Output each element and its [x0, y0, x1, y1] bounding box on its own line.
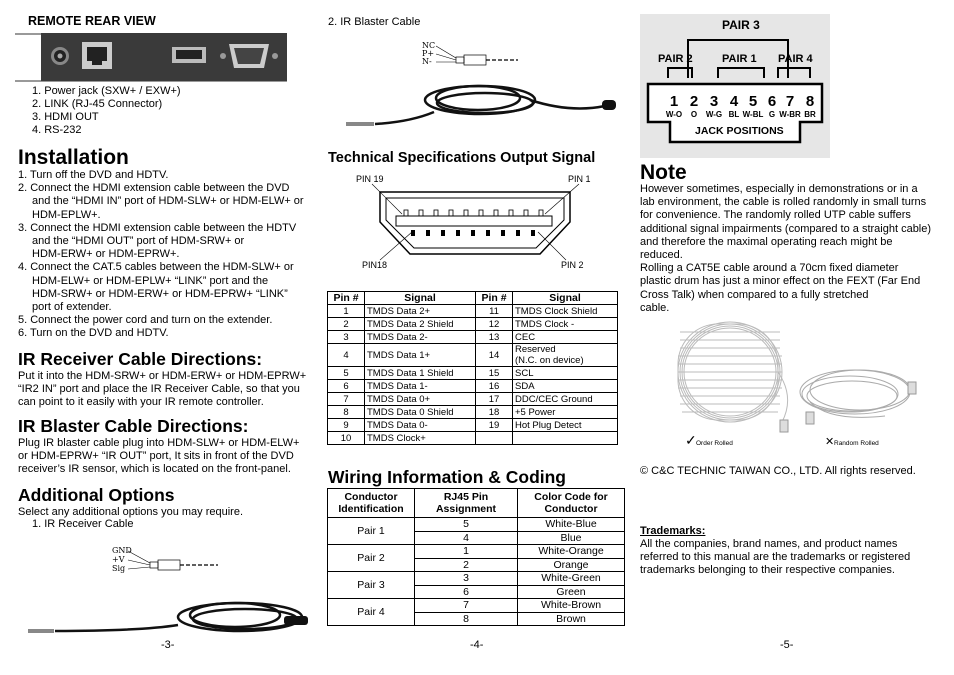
column-header: Pin # [476, 292, 513, 305]
table-cell: SDA [513, 380, 618, 393]
check-icon: ✓ [685, 432, 697, 448]
table-cell: White-Brown [518, 599, 625, 613]
step: HDM-SRW+ or HDM-ERW+ or HDM-EPRW+ “LINK” [32, 287, 288, 300]
pair-label: PAIR 1 [722, 53, 757, 65]
table-row [328, 518, 625, 532]
table-cell: TMDS Clock - [513, 318, 618, 331]
table-row [328, 545, 625, 559]
table-cell [476, 432, 513, 445]
table-cell: 1 [415, 545, 518, 559]
table-cell: White-Orange [518, 545, 625, 559]
table-cell: Hot Plug Detect [513, 419, 618, 432]
connector-pin [531, 230, 535, 236]
table-cell: 1 [328, 305, 365, 318]
additional-options-text: Select any additional options you may require. [18, 506, 244, 518]
step: 3. Connect the HDMI extension cable between the HDTV [18, 221, 297, 234]
pair-label: PAIR 2 [658, 53, 693, 65]
step: HDM-EPLW+. [32, 208, 101, 221]
step: 5. Connect the power cord and turn on the extender. [18, 314, 273, 327]
connector-pin [509, 210, 513, 216]
connector-pin [486, 230, 490, 236]
text-line: Put it into the HDM-SRW+ or HDM-ERW+ or HDM-EPRW+ [18, 370, 307, 382]
table-cell: TMDS Data 1 Shield [365, 367, 476, 380]
jack-number: 7 [785, 93, 795, 110]
connector-pin [464, 210, 468, 216]
jack-number: 6 [767, 93, 777, 110]
note-text [640, 183, 945, 315]
text-line: referred to this manual are the trademarks or registered [640, 551, 911, 564]
table-cell: Blue [518, 531, 625, 545]
pin-label: NC [422, 41, 436, 50]
table-cell: 6 [415, 585, 518, 599]
step: 4. Connect the CAT.5 cables between the HDM-SLW+ or [18, 261, 294, 274]
text-line: additional signal impairments (compared to a straight cable) [640, 222, 932, 235]
table-cell: 11 [476, 305, 513, 318]
cross-icon: ✕ [825, 436, 835, 448]
trademarks-text [640, 538, 940, 578]
table-header-row [328, 292, 618, 305]
ir-blaster-title: IR Blaster Cable Directions: [18, 416, 249, 436]
pin-label: PIN 2 [561, 260, 584, 270]
table-cell: 6 [328, 380, 365, 393]
table-row [328, 380, 618, 393]
table-cell: TMDS Clock+ [365, 432, 476, 445]
table-cell: 13 [476, 331, 513, 344]
text-line: lab environment, the cable is rolled randomly in small turns [640, 196, 927, 209]
pin-row-top [404, 210, 543, 216]
page-number: -4- [470, 639, 484, 651]
connector-pin [539, 210, 543, 216]
ir-receiver-text [18, 370, 318, 410]
pin-label: +V [112, 555, 125, 564]
hdmi-connector-diagram [352, 170, 597, 275]
jack-number: 1 [669, 93, 679, 110]
jack-color-code: BR [804, 110, 816, 119]
step: and the “HDMI OUT” port of HDM-SRW+ or [32, 235, 245, 248]
text-line: for convenience. The randomly rolled UTP cable suffers [640, 209, 911, 222]
pair-label: PAIR 3 [722, 18, 760, 32]
table-cell: 2 [328, 318, 365, 331]
table-cell: TMDS Data 2- [365, 331, 476, 344]
table-cell: 14 [476, 344, 513, 367]
table-cell: 3 [328, 331, 365, 344]
text-line: Rolling a CAT5E cable around a 70cm fixed diameter [640, 262, 899, 275]
rear-view-title: REMOTE REAR VIEW [28, 14, 156, 28]
pair-cell: Pair 3 [328, 572, 415, 599]
table-cell: 7 [328, 393, 365, 406]
pin-label: P+ [422, 49, 435, 58]
column-header: Pin # [328, 292, 365, 305]
table-cell: 5 [415, 518, 518, 532]
text-line: Cross Talk) when compared to a fully stretched [640, 288, 869, 301]
pair-cell: Pair 2 [328, 545, 415, 572]
connector-pin [501, 230, 505, 236]
table-header-row [328, 489, 625, 518]
connector-pin [419, 210, 423, 216]
table-cell: +5 Power [513, 406, 618, 419]
table-row [328, 393, 618, 406]
text-line: and therefore the maximal operating reach might be [640, 235, 893, 248]
rolled-cable-image [670, 312, 920, 452]
connector-pin [471, 230, 475, 236]
table-cell: CEC [513, 331, 618, 344]
jack-color-code: W-BR [779, 110, 801, 119]
text-line: reduced. [640, 249, 683, 262]
text-line: can point to it easily with your IR remote controller. [18, 396, 264, 409]
random-rolled-caption: Random Rolled [834, 440, 879, 447]
text-line: or HDM-EPRW+ “IR OUT” port, It sits in front of the DVD [18, 450, 294, 463]
page-number: -5- [780, 639, 794, 651]
copyright: © C&C TECHNIC TAIWAN CO., LTD. All rights reserved. [640, 465, 916, 477]
note-title: Note [640, 161, 687, 184]
table-cell: 15 [476, 367, 513, 380]
column-header: Signal [513, 292, 618, 305]
table-cell: TMDS Clock Shield [513, 305, 618, 318]
step: and the “HDMI IN” port of HDM-SLW+ or HDM-ELW+ or [32, 195, 304, 208]
table-row [328, 331, 618, 344]
pin-label: Sig [112, 564, 126, 573]
ir-receiver-cable-item: 1. IR Receiver Cable [32, 518, 134, 530]
text-line: Plug IR blaster cable plug into HDM-SLW+ or HDM-ELW+ [18, 437, 300, 449]
text-line: All the companies, brand names, and product names [640, 538, 898, 550]
rear-item: 3. HDMI OUT [32, 111, 99, 123]
table-row [328, 599, 625, 613]
table-cell: 10 [328, 432, 365, 445]
pin-label: PIN 19 [356, 174, 384, 184]
ir-blaster-cable-item: 2. IR Blaster Cable [328, 16, 421, 28]
table-cell: TMDS Data 2 Shield [365, 318, 476, 331]
pin-label: N- [422, 57, 432, 66]
additional-options-title: Additional Options [18, 485, 175, 505]
jack-color-code: G [768, 110, 776, 119]
table-cell: TMDS Data 0 Shield [365, 406, 476, 419]
jack-color-code: W-BL [742, 110, 764, 119]
step: HDM-ERW+ or HDM-EPRW+. [32, 248, 180, 261]
table-cell: TMDS Data 1+ [365, 344, 476, 367]
table-cell: White-Green [518, 572, 625, 586]
table-cell: 18 [476, 406, 513, 419]
table-row [328, 344, 618, 367]
tech-spec-title: Technical Specifications Output Signal [328, 150, 596, 166]
text-line: plastic drum has just a minor effect on the FEXT (Far End [640, 275, 921, 288]
ir-blaster-text [18, 437, 318, 477]
jack-number: 8 [805, 93, 815, 110]
step: port of extender. [32, 301, 112, 314]
table-row [328, 572, 625, 586]
table-cell: 2 [415, 558, 518, 572]
table-cell: 17 [476, 393, 513, 406]
table-cell: SCL [513, 367, 618, 380]
table-row [328, 432, 618, 445]
installation-title: Installation [18, 146, 129, 169]
connector-pin [516, 230, 520, 236]
connector-pin [434, 210, 438, 216]
jack-color-code: BL [728, 110, 740, 119]
jack-color-code: O [690, 110, 698, 119]
ir-blaster-cable-image [330, 38, 630, 138]
table-cell: 12 [476, 318, 513, 331]
connector-pin [494, 210, 498, 216]
connector-pin [479, 210, 483, 216]
table-cell: 9 [328, 419, 365, 432]
ir-receiver-cable-image [20, 543, 320, 643]
table-row [328, 406, 618, 419]
table-cell: 19 [476, 419, 513, 432]
table-cell: 8 [415, 612, 518, 626]
table-cell: TMDS Data 2+ [365, 305, 476, 318]
text-line: “IR2 IN” port and place the IR Receiver Cable, so that you [18, 383, 300, 396]
table-cell: White-Blue [518, 518, 625, 532]
text-line: cable. [640, 301, 670, 314]
pair-label: PAIR 4 [778, 53, 813, 65]
table-cell: 4 [415, 531, 518, 545]
wiring-table [327, 488, 625, 626]
pin-row-bottom [411, 230, 535, 236]
table-cell: Orange [518, 558, 625, 572]
column-header: RJ45 Pin Assignment [415, 489, 518, 518]
pin-label: PIN18 [362, 260, 388, 270]
connector-pin [426, 230, 430, 236]
table-row [328, 419, 618, 432]
connector-pin [441, 230, 445, 236]
column-header: Signal [365, 292, 476, 305]
pin-signal-table [327, 291, 618, 445]
table-cell: 3 [415, 572, 518, 586]
table-cell: 4 [328, 344, 365, 367]
pair-cell: Pair 4 [328, 599, 415, 626]
rear-view-list [32, 85, 181, 137]
table-cell: TMDS Data 0- [365, 419, 476, 432]
connector-pin [524, 210, 528, 216]
table-cell: Brown [518, 612, 625, 626]
step: 1. Turn off the DVD and HDTV. [18, 169, 169, 181]
column-header: Color Code for Conductor [518, 489, 625, 518]
connector-pin [404, 210, 408, 216]
table-cell: 8 [328, 406, 365, 419]
jack-number: 5 [748, 93, 758, 110]
rear-panel-image [15, 31, 287, 83]
connector-pin [456, 230, 460, 236]
jack-color-code: W-G [705, 110, 723, 119]
order-rolled-caption: Order Rolled [696, 440, 733, 447]
page-number: -3- [161, 639, 175, 651]
table-row [328, 318, 618, 331]
installation-steps [18, 169, 318, 341]
table-cell: 16 [476, 380, 513, 393]
rear-item: 1. Power jack (SXW+ / EXW+) [32, 85, 181, 97]
table-cell: 7 [415, 599, 518, 613]
pin-label: GND [112, 546, 132, 555]
text-line: receiver’s IR sensor, which is located on the front-panel. [18, 463, 291, 476]
table-cell: Green [518, 585, 625, 599]
text-line: However sometimes, especially in demonstrations or in a [640, 183, 918, 195]
pin-label: PIN 1 [568, 174, 591, 184]
jack-number: 2 [689, 93, 699, 110]
jack-color-code: W-O [665, 110, 683, 119]
connector-pin [449, 210, 453, 216]
ir-receiver-title: IR Receiver Cable Directions: [18, 349, 263, 369]
jack-positions-diagram [640, 14, 830, 158]
step: 6. Turn on the DVD and HDTV. [18, 327, 169, 340]
jack-positions-label: JACK POSITIONS [695, 125, 784, 137]
table-cell: 5 [328, 367, 365, 380]
trademarks-title: Trademarks: [640, 525, 706, 537]
rear-item: 2. LINK (RJ-45 Connector) [32, 98, 163, 110]
text-line: trademarks belonging to their respective companies. [640, 564, 895, 577]
table-row [328, 305, 618, 318]
step: 2. Connect the HDMI extension cable between the DVD [18, 182, 290, 195]
table-row [328, 367, 618, 380]
table-cell [513, 432, 618, 445]
jack-number: 3 [709, 93, 719, 110]
table-cell: DDC/CEC Ground [513, 393, 618, 406]
table-cell: TMDS Data 1- [365, 380, 476, 393]
rear-item: 4. RS-232 [32, 124, 82, 136]
table-cell: TMDS Data 0+ [365, 393, 476, 406]
column-header: Conductor Identification [328, 489, 415, 518]
table-cell: Reserved (N.C. on device) [513, 344, 618, 367]
jack-number: 4 [729, 93, 739, 110]
connector-pin [411, 230, 415, 236]
pair-cell: Pair 1 [328, 518, 415, 545]
wiring-title: Wiring Information & Coding [328, 467, 567, 487]
step: HDM-ELW+ or HDM-EPLW+ “LINK” port and the [32, 274, 269, 287]
